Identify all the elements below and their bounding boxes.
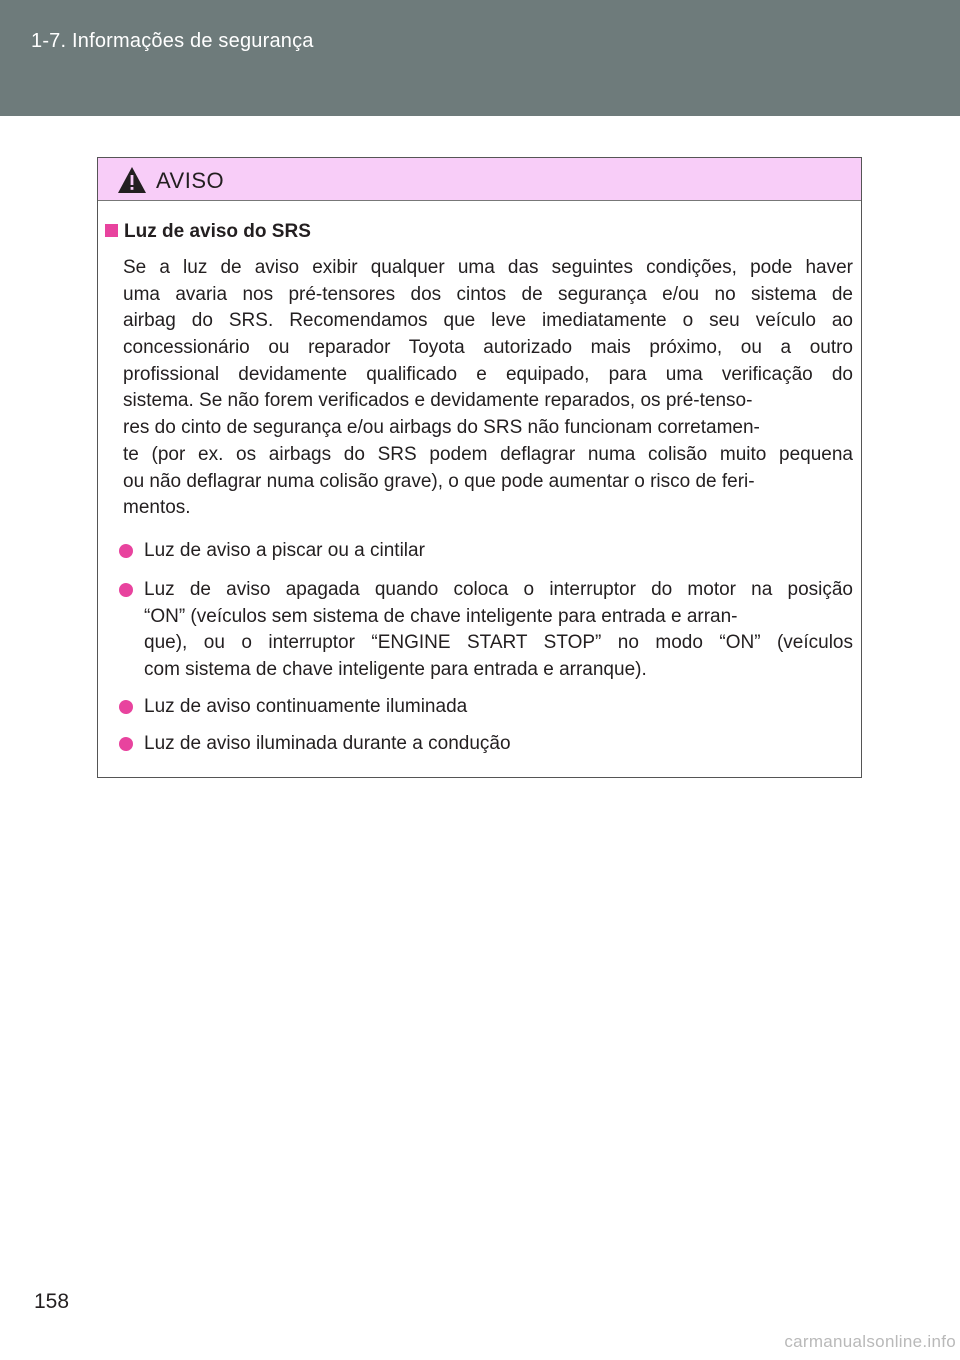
paragraph-line: mentos.	[123, 497, 191, 519]
bullet-line: Luz de aviso iluminada durante a condução	[144, 733, 511, 754]
bullet-dot-icon	[119, 583, 133, 597]
paragraph-line: profissional devidamente qualificado e equipado, para uma verificação do	[123, 363, 853, 385]
section-title-text: Luz de aviso do SRS	[124, 221, 311, 242]
paragraph-line: airbag do SRS. Recomendamos que leve imediatamente o seu veículo ao	[123, 310, 853, 332]
paragraph-line: concessionário ou reparador Toyota autorizado mais próximo, ou a outro	[123, 337, 853, 359]
bullet-item	[123, 538, 853, 565]
page-number: 158	[34, 1290, 70, 1313]
paragraph-line: uma avaria nos pré-tensores dos cintos de segurança e/ou no sistema de	[123, 283, 853, 305]
warning-paragraph	[123, 255, 853, 522]
header-band	[0, 0, 960, 116]
section-header-title: 1-7. Informações de segurança	[31, 30, 314, 52]
paragraph-line: te (por ex. os airbags do SRS podem deflagrar numa colisão muito pequena	[123, 443, 853, 465]
bullet-line: Luz de aviso apagada quando coloca o interruptor do motor na posição	[144, 579, 853, 600]
bullet-line: que), ou o interruptor “ENGINE START STOP” no modo “ON” (veículos	[144, 632, 853, 654]
paragraph-line: res do cinto de segurança e/ou airbags do SRS não funcionam corretamen-	[123, 417, 760, 439]
bullet-item	[123, 694, 853, 721]
bullet-dot-icon	[119, 544, 133, 558]
bullet-item	[123, 731, 853, 758]
warning-header	[98, 158, 861, 201]
bullet-line: com sistema de chave inteligente para entrada e arranque).	[144, 659, 647, 681]
warning-label: AVISO	[156, 168, 225, 193]
warning-section-title	[105, 221, 311, 243]
bullet-line: Luz de aviso a piscar ou a cintilar	[144, 540, 425, 561]
paragraph-line: Se a luz de aviso exibir qualquer uma das seguintes condições, pode haver	[123, 257, 853, 278]
bullet-line: Luz de aviso continuamente iluminada	[144, 696, 468, 717]
square-bullet-icon	[105, 224, 118, 237]
bullet-item	[123, 577, 853, 684]
paragraph-line: ou não deflagrar numa colisão grave), o que pode aumentar o risco de feri-	[123, 470, 755, 492]
bullet-dot-icon	[119, 737, 133, 751]
warning-triangle-icon	[117, 166, 147, 194]
bullet-dot-icon	[119, 700, 133, 714]
warning-box	[97, 157, 862, 778]
watermark: carmanualsonline.info	[784, 1332, 956, 1351]
paragraph-line: sistema. Se não forem verificados e devidamente reparados, os pré-tenso-	[123, 390, 753, 412]
bullet-line: “ON” (veículos sem sistema de chave inteligente para entrada e arran-	[144, 605, 738, 627]
